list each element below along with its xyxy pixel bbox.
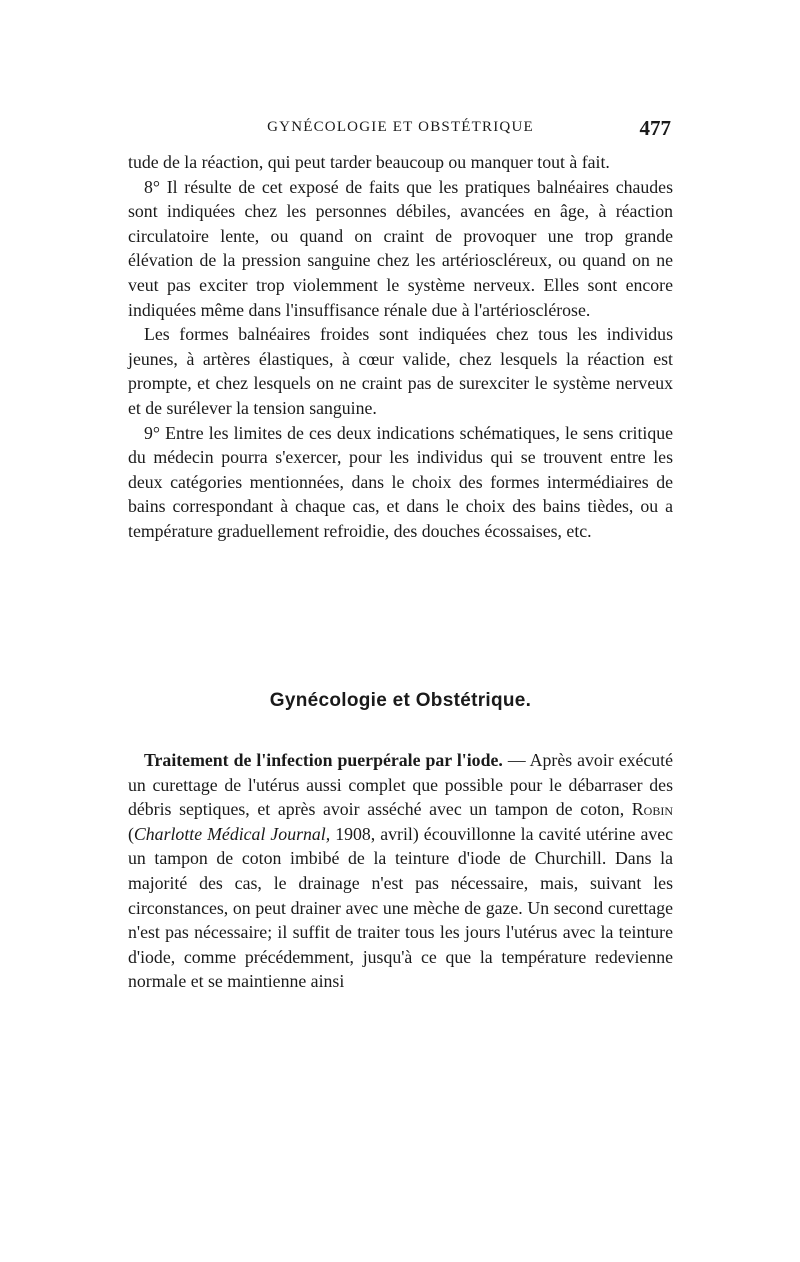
paragraph-point-9: 9° Entre les limites de ces deux indications schématiques, le sens critique du médecin pourra s'exercer, pour les individus qui se trouvent entre les deux catégories mentionnées, dans le choix des formes intermédiaires de bains correspondant à chaque cas, et dans le choix des bains tièdes, ou a température graduellement refroidie, des douches écossaises, etc. (128, 422, 673, 541)
article-text-part-3: 1908, avril) écouvillonne la cavité utérine avec un tampon de coton imbibé de la teinture d'iode de Churchill. Dans la majorité des cas, le drainage n'est pas nécessaire, mais, suivant les circonstances, on peut drainer avec une mèche de gaze. Un second curettage n'est pas nécessaire; il suffit de traiter tous les jours l'utérus avec la teinture d'iode, comme précédemment, jusqu'à ce que la température redevienne normale et se maintienne ainsi (128, 823, 674, 992)
article-text-part-2: ( (128, 823, 134, 844)
article-body (128, 748, 673, 994)
page-number: 477 (639, 116, 671, 140)
article-heading: Traitement de l'infection puerpérale par l'iode. (144, 750, 503, 770)
article-text-part-1: — Après avoir exécuté un curettage de l'utérus aussi complet que possible pour le débarraser des débris septiques, et après avoir asséché avec un tampon de coton, (128, 750, 674, 820)
running-title: GYNÉCOLOGIE ET OBSTÉTRIQUE (267, 119, 534, 135)
section-title: Gynécologie et Obstétrique. (269, 690, 532, 711)
article-author: Robin (631, 799, 673, 820)
running-head (128, 116, 673, 140)
body-text (128, 150, 673, 544)
article-journal: Charlotte Médical Journal, (133, 823, 331, 844)
paragraph-point-8: 8° Il résulte de cet exposé de faits que les pratiques balnéaires chaudes sont indiquées chez les personnes débiles, avancées en âge, à réaction circulatoire lente, ou quand on craint de provoquer une trop grande élévation de la pression sanguine chez les artérioscléreux, ou quand on ne veut pas exciter trop violemment le système nerveux. Elles sont encore indiquées même dans l'insuffisance rénale due à l'artériosclérose. (128, 176, 673, 320)
paragraph-cold-forms: Les formes balnéaires froides sont indiquées chez tous les individus jeunes, à artères élastiques, à cœur valide, chez lesquels la réaction est prompte, et chez lesquels on ne craint pas de surexciter le système nerveux et de surélever la tension sanguine. (128, 324, 673, 418)
article-paragraph (128, 748, 673, 994)
paragraph-continuation: tude de la réaction, qui peut tarder beaucoup ou manquer tout à fait. (128, 152, 610, 172)
